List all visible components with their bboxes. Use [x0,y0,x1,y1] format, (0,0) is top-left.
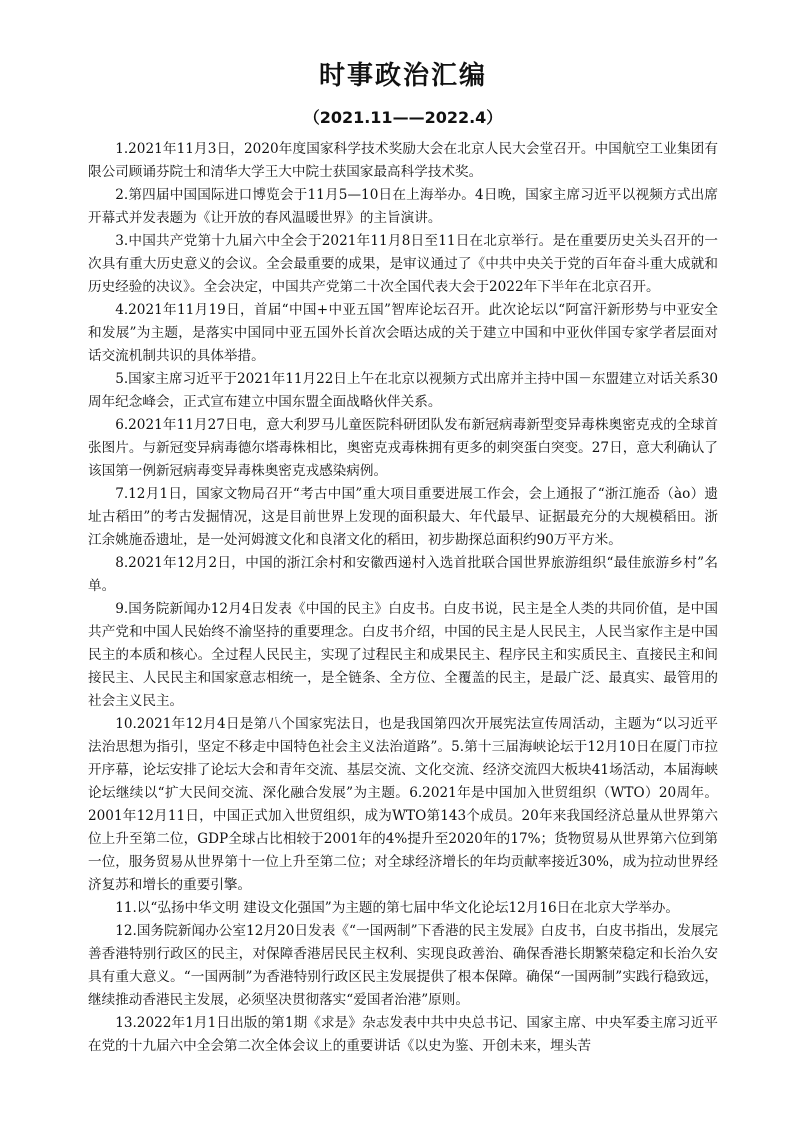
paragraph-2: 2.第四届中国国际进口博览会于11月5—10日在上海举办。4日晚，国家主席习近平以视频方式出席开幕式并发表题为《让开放的春风温暖世界》的主旨演讲。 [88,187,718,226]
paragraph-7: 7.12月1日，国家文物局召开“考古中国”重大项目重要进展工作会，会上通报了“浙江施岙（ào）遗址古稻田”的考古发掘情况，这是目前世界上发现的面积最大、年代最早、证据最充分的大规模稻田。浙江余姚施岙遗址，是一处河姆渡文化和良渚文化的稻田，初步勘探总面积约90万平方米。 [88,486,718,548]
document-subtitle: （2021.11——2022.4） [303,108,503,127]
document-title: 时事政治汇编 [318,61,487,91]
paragraph-9: 9.国务院新闻办12月4日发表《中国的民主》白皮书。白皮书说，民主是全人类的共同价值，是中国共产党和中国人民始终不渝坚持的重要理念。白皮书介绍，中国的民主是人民民主，人民当家作主是中国民主的本质和核心。全过程人民民主，实现了过程民主和成果民主、程序民主和实质民主、直接民主和间接民主、人民民主和国家意志相统一，是全链条、全方位、全覆盖的民主，是最广泛、最真实、最管用的社会主义民主。 [88,601,718,709]
paragraph-12: 12.国务院新闻办公室12月20日发表《“一国两制”下香港的民主发展》白皮书，白皮书指出，发展完善香港特别行政区的民主，对保障香港居民民主权利、实现良政善治、确保香港长期繁荣稳定和长治久安具有重大意义。“一国两制”为香港特别行政区民主发展提供了根本保障。确保“一国两制”实践行稳致远，继续推动香港民主发展，必须坚决贯彻落实“爱国者治港”原则。 [88,923,718,1008]
paragraph-10: 10.2021年12月4日是第八个国家宪法日，也是我国第四次开展宪法宣传周活动，主题为“以习近平法治思想为指引，坚定不移走中国特色社会主义法治道路”。5.第十三届海峡论坛于12月10日在厦门市拉开序幕，论坛安排了论坛大会和青年交流、基层交流、文化交流、经济交流四大板块41场活动，本届海峡论坛继续以“扩大民间交流、深化融合发展”为主题。6.2021年是中国加入世贸组织（WTO）20周年。2001年12月11日，中国正式加入世贸组织，成为WTO第143个成员。20年来我国经济总量从世界第六位上升至第二位，GDP全球占比相较于2001年的4%提升至2020年的17%；货物贸易从世界第六位到第一位，服务贸易从世界第十一位上升至第二位；对全球经济增长的年均贡献率接近30%，成为拉动世界经济复苏和增长的重要引擎。 [88,716,718,893]
paragraph-6: 6.2021年11月27日电，意大利罗马儿童医院科研团队发布新冠病毒新型变异毒株奥密克戎的全球首张图片。与新冠变异病毒德尔塔毒株相比，奥密克戎毒株拥有更多的刺突蛋白突变。27日，意大利确认了该国第一例新冠病毒变异毒株奥密克戎感染病例。 [88,417,718,479]
paragraph-11: 11.以“弘扬中华文明 建设文化强国”为主题的第七届中华文化论坛12月16日在北京大学举办。 [115,900,679,916]
paragraph-5: 5.国家主席习近平于2021年11月22日上午在北京以视频方式出席并主持中国－东盟建立对话关系30周年纪念峰会，正式宣布建立中国东盟全面战略伙伴关系。 [88,371,718,410]
paragraph-13: 13.2022年1月1日出版的第1期《求是》杂志发表中共中央总书记、国家主席、中央军委主席习近平在党的十九届六中全会第二次全体会议上的重要讲话《以史为鉴、开创未来，埋头苦 [88,1015,718,1054]
document-page [88,56,718,1058]
paragraph-4: 4.2021年11月19日，首届“中国+中亚五国”智库论坛召开。此次论坛以“阿富汗新形势与中亚安全和发展”为主题，是落实中国同中亚五国外长首次会晤达成的关于建立中国和中亚伙伴国专家学者层面对话交流机制共识的具体举措。 [88,302,718,364]
document-body [88,138,718,1058]
paragraph-8: 8.2021年12月2日，中国的浙江余村和安徽西递村入选首批联合国世界旅游组织“最佳旅游乡村”名单。 [88,555,718,594]
paragraph-1: 1.2021年11月3日，2020年度国家科学技术奖励大会在北京人民大会堂召开。中国航空工业集团有限公司顾诵芬院士和清华大学王大中院士获国家最高科学技术奖。 [88,141,718,180]
paragraph-3: 3.中国共产党第十九届六中全会于2021年11月8日至11日在北京举行。是在重要历史关头召开的一次具有重大历史意义的会议。全会最重要的成果，是审议通过了《中共中央关于党的百年奋斗重大成就和历史经验的决议》。全会决定，中国共产党第二十次全国代表大会于2022年下半年在北京召开。 [88,233,718,295]
